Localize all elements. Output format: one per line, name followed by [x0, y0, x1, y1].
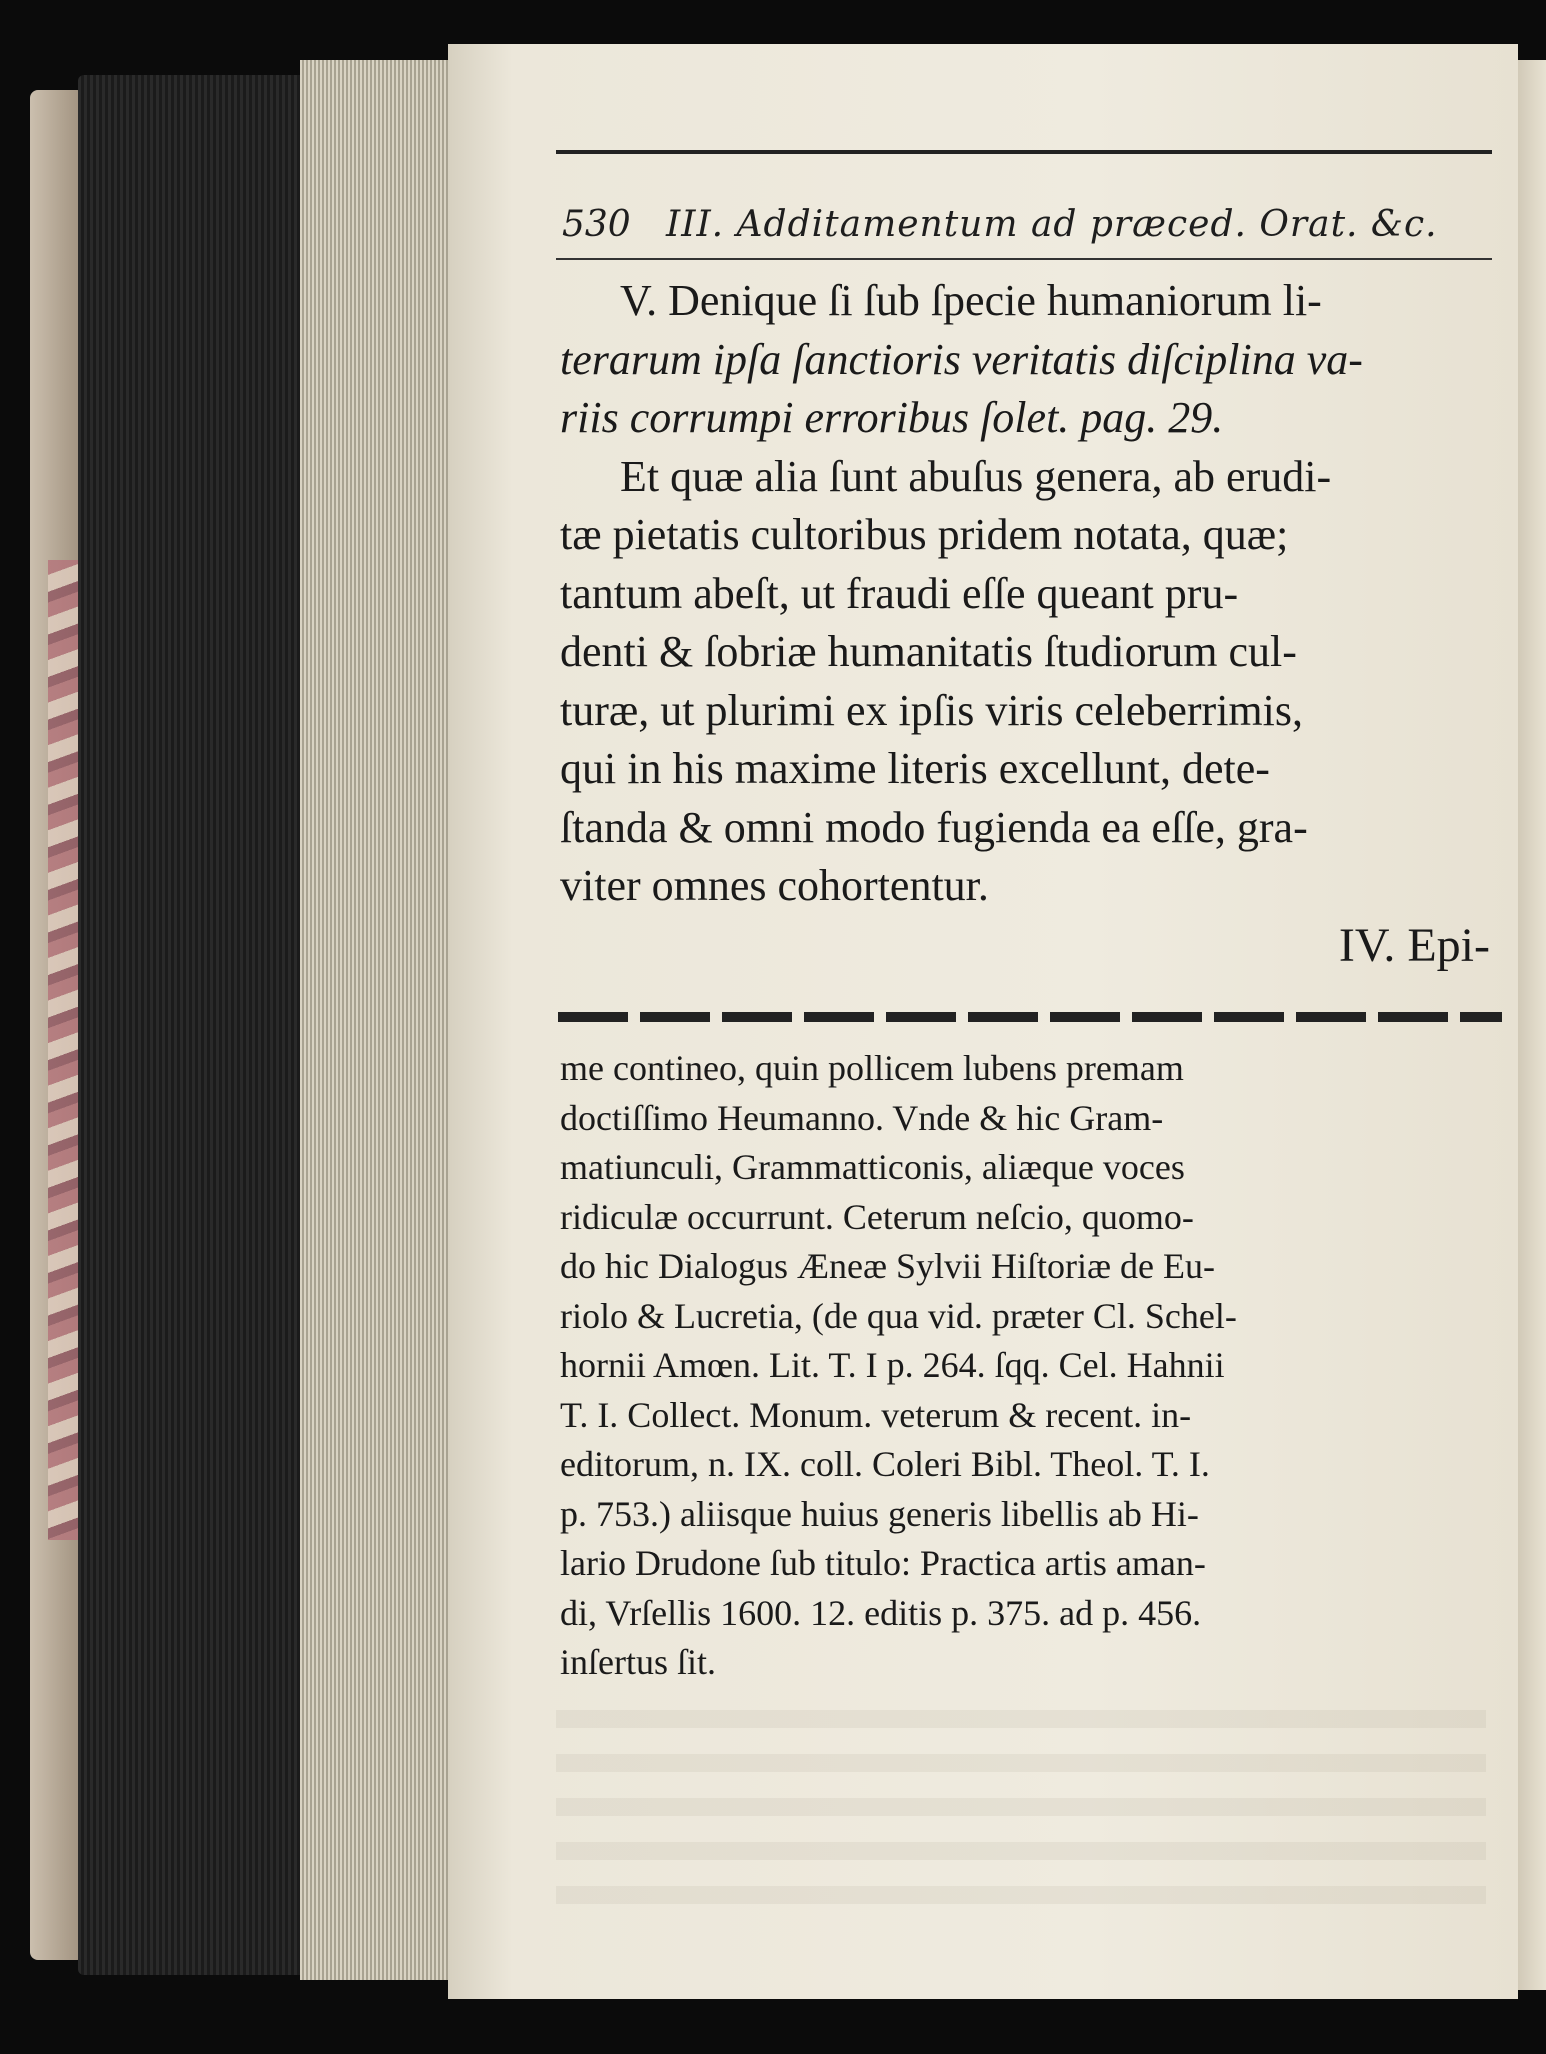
- header-rule: [556, 258, 1492, 260]
- text-line: tantum abeſt, ut fraudi eſſe queant pru-: [560, 568, 1239, 618]
- footnote-line: me contineo, quin pollicem lubens premam: [560, 1048, 1184, 1088]
- text-line: terarum ipſa ſanctioris veritatis diſciplina va-: [560, 334, 1363, 384]
- footnote-line: editorum, n. IX. coll. Coleri Bibl. Theol. T. I.: [560, 1444, 1210, 1484]
- footnote-separator: [558, 1012, 1502, 1022]
- footnote-line: di, Vrſellis 1600. 12. editis p. 375. ad p. 456.: [560, 1592, 1202, 1633]
- main-text: [560, 272, 1500, 974]
- page-header: [556, 150, 1492, 264]
- text-line: riis corrumpi erroribus ſolet. pag. 29.: [560, 393, 1224, 442]
- catchword: IV. Epi-: [1338, 918, 1490, 972]
- footnote-line: do hic Dialogus Æneæ Sylvii Hiſtoriæ de Eu-: [560, 1246, 1215, 1286]
- text-line: qui in his maxime literis excellunt, dete-: [560, 744, 1270, 793]
- footnote-line: matiunculi, Grammatticonis, aliæque voces: [560, 1147, 1185, 1187]
- text-line: tæ pietatis cultoribus pridem notata, quæ;: [560, 510, 1289, 559]
- running-title: III. Additamentum ad præced. Orat. &c.: [666, 204, 1438, 245]
- text-line: turæ, ut plurimi ex ipſis viris celeberrimis,: [560, 685, 1303, 735]
- facing-page-edge: [1515, 60, 1546, 1990]
- page-number: 530: [562, 204, 631, 245]
- catchword-row: [560, 916, 1500, 975]
- page-stack: [300, 60, 465, 1980]
- footnote-line: hornii Amœn. Lit. T. I p. 264. ſqq. Cel. Hahnii: [560, 1345, 1225, 1385]
- footnote-line: T. I. Collect. Monum. veterum & recent. in-: [560, 1394, 1192, 1435]
- text-line: ſtanda & omni modo fugienda ea eſſe, gra-: [560, 802, 1308, 852]
- text-line: V. Denique ſi ſub ſpecie humaniorum li-: [620, 276, 1322, 325]
- book-page: [448, 44, 1518, 1999]
- footnote-line: inſertus ſit.: [560, 1642, 716, 1682]
- footnote-line: doctiſſimo Heumanno. Vnde & hic Gram-: [560, 1097, 1164, 1138]
- text-line: denti & ſobriæ humanitatis ſtudiorum cul-: [560, 627, 1297, 676]
- text-line: Et quæ alia ſunt abuſus genera, ab erudi-: [620, 451, 1332, 501]
- footnote-line: riolo & Lucretia, (de qua vid. præter Cl. Schel-: [560, 1295, 1237, 1336]
- show-through-text: [556, 1684, 1486, 1904]
- text-line: viter omnes cohortentur.: [560, 861, 989, 910]
- footnote-line: ridiculæ occurrunt. Ceterum neſcio, quomo-: [560, 1196, 1194, 1237]
- footnote-text: [560, 1044, 1500, 1688]
- footnote-line: lario Drudone ſub titulo: Practica artis aman-: [560, 1543, 1206, 1583]
- footnote-line: p. 753.) aliisque huius generis libellis ab Hi-: [560, 1493, 1199, 1534]
